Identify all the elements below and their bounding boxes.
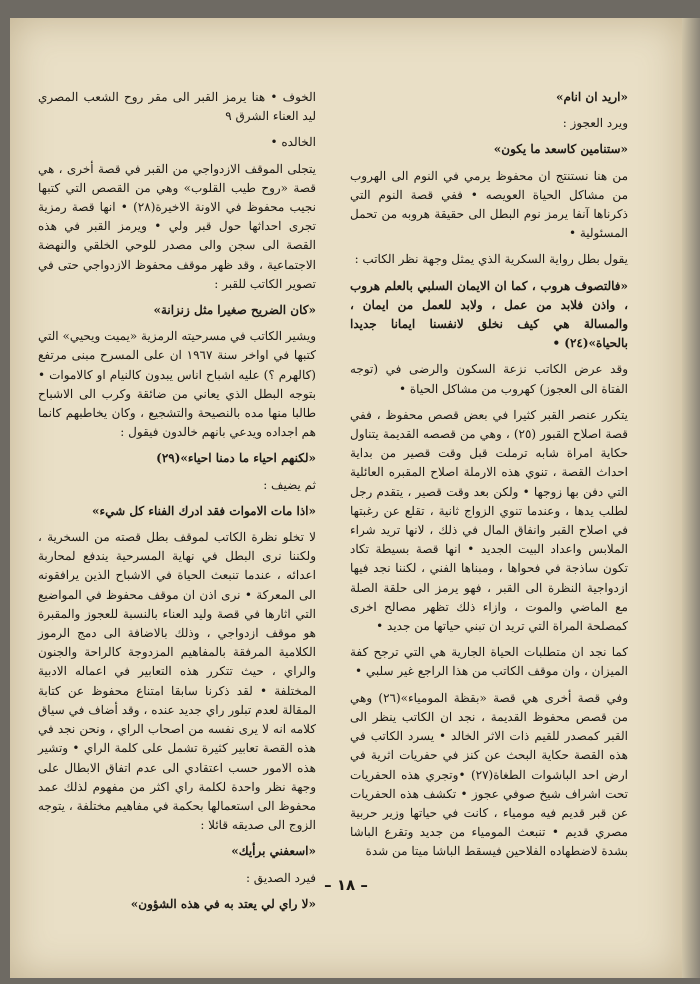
left-column-paragraph: الخالده •: [270, 135, 316, 150]
page-edge: [682, 18, 700, 978]
right-column-paragraph: ويرد العجوز :: [562, 116, 628, 131]
page-number: – ١٨ –: [324, 876, 368, 894]
left-column-paragraph: «اذا مات الاموات فقد ادرك الفناء كل شيء»: [91, 503, 316, 518]
right-column-paragraph: وفي قصة أخرى هي قصة «بقظة المومياء»(٢٦) وهي من قصص محفوظ القديمة ، نجد ان الكاتب ينظر الى القبر كمصدر للقيم ذات الاثر الخالد • يسرد الكاتب في هذه القصة حكاية البحث عن كنز في حفريات اثرية في ارض احد الباشوات الطغاة(٢٧) •وتجري هذه الحفريات تحت اشراف شيخ صوفي عجوز • تكشف هذه الحفريات عن قبر قديم فيه مومياء ، كانت في حياتها وزير حربية مصري قديم • تنبعث المومياء من جديد وتقرع الباشا بشدة لاضطهاده الفلاحين فيسقط الباشا ميتا من شدة: [350, 690, 628, 859]
left-column-paragraph: «اسعفني برأيك»: [231, 844, 316, 859]
left-column-paragraph: ويشير الكاتب في مسرحيته الرمزية «يميت ويحيي» التي كتبها في اواخر سنة ١٩٦٧ ان على المسرح مبنى مرتفع (كالهرم ؟) عليه اشباح اناس يبدون كالنيام او كالاموات • بتوجه البطل الذي يعاني من ضائقة وكرب الى الاشباح طالبا منها مده بالنصيحة والتشجيع ، وكان يخاطبهم كانما هم اجداده ويدعي بانهم خالدون فيقول :: [38, 329, 317, 440]
right-column-paragraph: «فالتصوف هروب ، كما ان الايمان السلبي بالعلم هروب ، واذن فلابد من عمل ، ولابد للعمل من ايمان ، والمسالة هي كيف نخلق لانفسنا ايمانا جديدا بالحياة»(٢٤) •: [350, 278, 628, 351]
left-column-paragraph: الخوف • هنا يرمز القبر الى مقر روح الشعب المصري ليد العناء الشرق ٩: [38, 90, 316, 124]
right-column-paragraph: «ستنامين كاسعد ما يكون»: [493, 142, 628, 157]
left-column-paragraph: «لكنهم احياء ما دمنا احياء»(٢٩): [156, 451, 316, 466]
right-column-paragraph: «اريد ان انام»: [555, 90, 628, 104]
right-column-paragraph: يتكرر عنصر القبر كثيرا في بعض قصص محفوظ ، ففي قصة اصلاح القبور (٢٥) ، وهي من قصصه القديمة يتناول حكاية امراة شابه ترملت قبل وقت قصير من بداية احداث القصة ، تنوي هذه الارملة اصلاح المقبره العائلية التي دفن بها زوجها • ولكن بعد وقت قصير ، يتقدم رجل لطلب يدها ، وعندما تنوي الزواج ثانية ، تقلع عن رغبتها في اصلاح القبر وانفاق المال في ذلك ، لانها تريد شراء الملابس واعداد البيت الجديد • انها قصة بسيطة تكاد تكون ساذجة في فحواها ، ومبناها الفني ، لكننا نجد فيها ازدواجية النظرة الى القبر ، فهو يرمز الى حلقة الصلة مع الماضي والموت ، وازاء ذلك تظهر مصالح اخرى كمصلحة المراة التي تريد ان تبني حياتها من جديد •: [350, 407, 628, 634]
right-column-paragraph: يقول بطل رواية السكرية الذي يمثل وجهة نظر الكاتب :: [354, 252, 628, 267]
left-column-paragraph: فيرد الصديق :: [245, 870, 316, 885]
right-column-paragraph: كما نجد ان متطلبات الحياة الجارية هي التي ترجح كفة الميزان ، وان موقف الكاتب من هذا الراجع غير سلبي •: [350, 645, 628, 679]
left-column-paragraph: ثم يضيف :: [263, 477, 316, 492]
left-column-paragraph: «لا راي لي يعتد به في هذه الشؤون»: [130, 896, 316, 911]
left-column-paragraph: يتجلى الموقف الازدواجي من القبر في قصة أخرى ، هي قصة «روح طيب القلوب» وهي من القصص التي كتبها نجيب محفوظ في الاونة الاخيرة(٢٨) • انها قصة رمزية تجرى احداثها حول قبر ولي • ويرمز القبر في هذه القصة الى سجن والى مصدر للوحي الخلقي والنهضة الاجتماعية ، وقد ظهر موقف محفوظ الازدواجي حتى في تصوير الكاتب للقبر :: [38, 161, 316, 291]
left-column-paragraph: «كان الضريح صغيرا مثل زنزانة»: [153, 303, 316, 318]
right-text-column: [350, 88, 628, 869]
right-column-paragraph: وقد عرض الكاتب نزعة السكون والرضى في (توجه الفتاة الى العجوز) كهروب من مشاكل الحياة •: [350, 362, 628, 396]
right-column-paragraph: من هنا نستنتج ان محفوظ يرمي في النوم الى الهروب من مشاكل الحياة العويصه • ففي قصة النوم التي ذكرناها آنفا يرمز نوم البطل الى حقيقة هروبه من تحمل المسئولية •: [350, 168, 628, 241]
left-text-column: [38, 88, 316, 921]
left-column-paragraph: لا تخلو نظرة الكاتب لموقف بطل قصته من السخرية ، ولكننا نرى البطل في نهاية المسرحية يندفع لمحاربة اعدائه ، عندما تنبعث الحياة في الاشباح الذين يرافقونه الى المعركة • نرى اذن ان موقف محفوظ في المواضيع التي اثارها في قصة وليد العناء بالنسبة للعجوز والمقبرة هو موقف ازدواجي ، وذلك بالاضافة الى دمج الرموز الكلامية المرفقة بالمفاهيم المزدوجة كالراحة والجنون والراي ، حيث تتكرر هذه التعابير في اعماله الادبية المختلفة • لقد ذكرنا سابقا امتناع محفوظ عن كتابة المقالة لعدم تبلور راي جديد عنده ، وقد أضاف في سياق كلامه انه لا يرى نفسه من اصحاب الراي ، ونحن نجد في هذه القصة تعابير كثيرة تشمل على كلمة الراي • وتشير هذه الامور حسب اعتقادي الى عدم اتفاق الابطال على وجهة نظر واحدة لكلمة راي اكثر من مفهوم لذلك عمد محفوظ الى استعمالها بحكمة في مفاهيم مختلفة ، يتوجه الزوج الى صديقه قائلا :: [38, 530, 316, 833]
page-sheet: [10, 18, 682, 978]
